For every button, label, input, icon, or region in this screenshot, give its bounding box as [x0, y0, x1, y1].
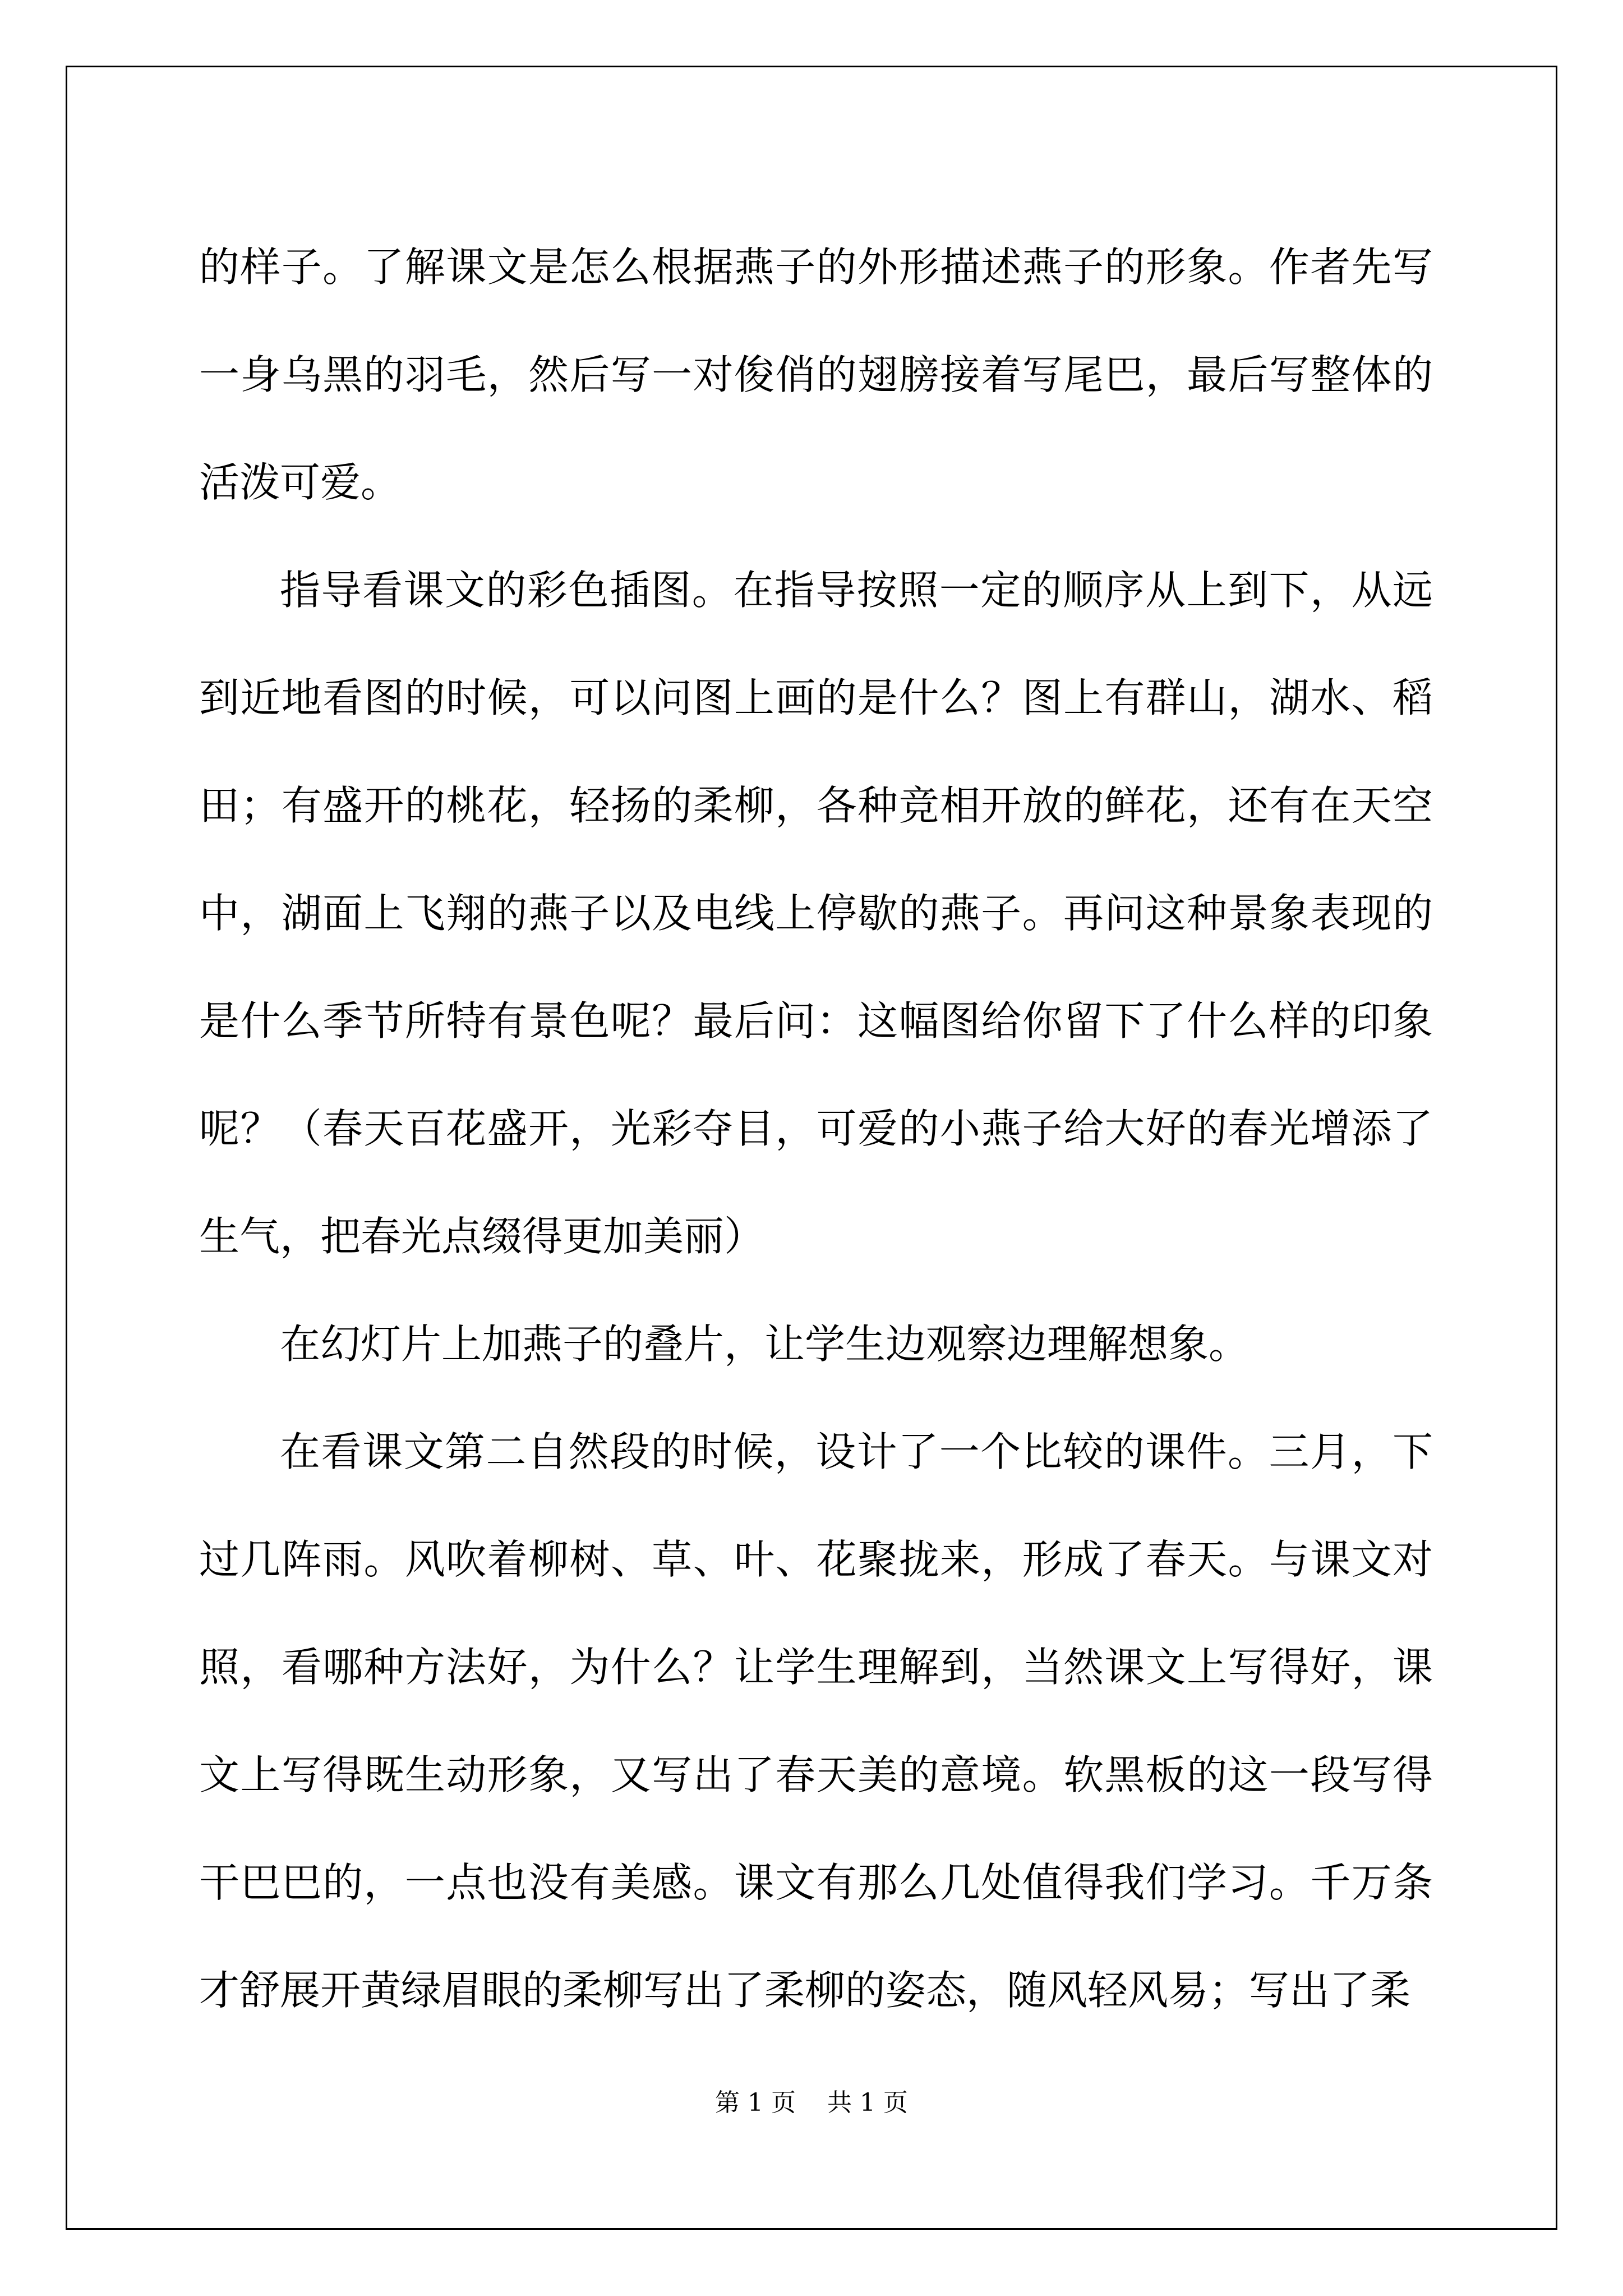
paragraph-3: 在幻灯片上加燕子的叠片，让学生边观察边理解想象。	[280, 1320, 1249, 1368]
page-number-footer: 第 1 页 共 1 页	[715, 2088, 908, 2117]
paragraph-2: 指导看课文的彩色插图。在指导按照一定的顺序从上到下，从远到近地看图的时候，可以问图上画的是什么？图上有群山，湖水、稻田；有盛开的桃花，轻扬的柔柳，各种竞相开放的鲜花，还有在天空中，湖面上飞翔的燕子以及电线上停歇的燕子。再问这种景象表现的是什么季节所特有景色呢？最后问：这幅图给你留下了什么样的印象呢？（春天百花盛开，光彩夺目，可爱的小燕子给大好的春光增添了生气，把春光点缀得更加美丽）	[199, 567, 1433, 1260]
paragraph-1: 的样子。了解课文是怎么根据燕子的外形描述燕子的形象。作者先写一身乌黑的羽毛，然后写一对俊俏的翅膀接着写尾巴，最后写整体的活泼可爱。	[199, 243, 1433, 506]
paragraph-4: 在看课文第二自然段的时候，设计了一个比较的课件。三月，下过几阵雨。风吹着柳树、草、叶、花聚拢来，形成了春天。与课文对照，看哪种方法好，为什么？让学生理解到，当然课文上写得好，课文上写得既生动形象，又写出了春天美的意境。软黑板的这一段写得干巴巴的，一点也没有美感。课文有那么几处值得我们学习。千万条才舒展开黄绿眉眼的柔柳写出了柔柳的姿态，随风轻风易；写出了柔	[199, 1428, 1433, 2014]
document-body	[199, 213, 1433, 2044]
